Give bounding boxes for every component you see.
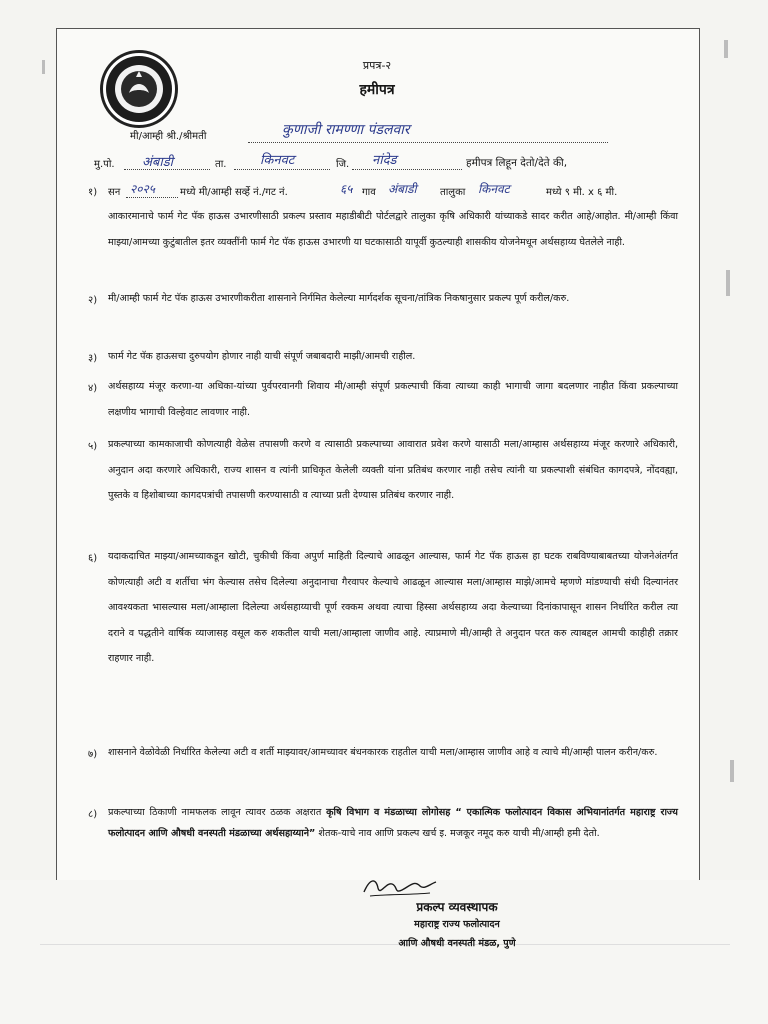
village-handwritten: अंबाडी <box>142 155 174 170</box>
name-blank-line <box>248 141 608 143</box>
item-8-text <box>108 802 678 844</box>
item-1-survey-label: मध्ये मी/आम्ही सर्व्हे नं./गट नं. <box>180 187 288 198</box>
signature-icon <box>360 874 440 900</box>
document-title: हमीपत्र <box>359 82 395 98</box>
item-5-number: ५) <box>88 441 98 452</box>
year-handwritten: २०२५ <box>130 182 155 196</box>
binding-mark <box>724 40 728 58</box>
binding-mark <box>730 760 734 782</box>
item-4-number: ४) <box>88 383 98 394</box>
item-2-text: मी/आम्ही फार्म गेट पॅक हाऊस उभारणीकरीता शासनाने निर्गमित केलेल्या मार्गदर्शक सूचना/तांत्रिक निकषानुसार प्रकल्प पूर्ण करील/करु. <box>108 293 570 304</box>
item-1-village-handwritten: अंबाडी <box>388 182 417 196</box>
item-5-text: प्रकल्पाच्या कामकाजाची कोणत्याही वेळेस तपासणी करणे व त्यासाठी प्रकल्पाच्या आवारात प्रवेश करणे यासाठी मला/आम्हास अर्थसहाय्य मंजूर करणारे अधिकारी, अनुदान अदा करणारे अधिकारी, राज्य शासन व त्यांनी प्राधिकृत केलेली व्यक्ती यांना प्रतिबंध करणार नाही तसेच त्यांनी या प्रकल्पाशी संबंधित कागदपत्रे, नोंदवह्या, पुस्तके व हिशोबाच्या कागदपत्रांची तपासणी करण्यासाठी व त्याच्या प्रती देण्यास प्रतिबंध करणार नाही. <box>108 439 678 502</box>
item-6-number: ६) <box>88 553 98 564</box>
item-1-text: आकारमानाचे फार्म गेट पॅक हाऊस उभारणीसाठी प्रकल्प प्रस्ताव महाडीबीटी पोर्टलद्वारे तालुका कृषि अधिकारी यांच्याकडे सादर करीत आहे/आहोत. मी/आम्ही किंवा माझ्या/आमच्या कुटुंबातील इतर व्यक्तींनी फार्म गेट पॅक हाऊस उभारणी या घटकासाठी यापूर्वी कुठल्याही शासकीय योजनेमधून अर्थसहाय्य घेतलेले नाही. <box>108 211 678 248</box>
item-7-number: ७) <box>88 749 98 760</box>
item-4-text: अर्थसहाय्य मंजूर करणा-या अधिका-यांच्या पुर्वपरवानगी शिवाय मी/आम्ही संपूर्ण प्रकल्पाची किंवा त्याच्या काही भागाची जागा बदलणार नाहीत किंवा प्रकल्पाच्या लक्षणीय भागाची विल्हेवाट लावणार नाही. <box>108 381 678 418</box>
item-8-number: ८) <box>88 809 98 820</box>
item-1-taluka-label: तालुका <box>440 187 466 198</box>
form-number-label: प्रपत्र-२ <box>362 59 392 72</box>
item-3-number: ३) <box>88 353 98 364</box>
item-1-year-label: सन <box>108 187 121 198</box>
district-handwritten: नांदेड <box>372 153 397 168</box>
signatory-title: प्रकल्प व्यवस्थापक <box>416 900 498 914</box>
item-8-bold-slogan: कृषि विभाग व मंडळाच्या लोगोसह “ एकात्मिक फलोत्पादन विकास अभियानांतर्गत महाराष्ट्र राज्य फलोत्पादन आणि औषधी वनस्पती मंडळाच्या अर्थसहाय्याने” <box>108 807 678 839</box>
taluka-blank-line <box>234 168 330 170</box>
item-1-taluka-handwritten: किनवट <box>478 182 510 196</box>
binding-mark <box>42 60 45 74</box>
signatory-org-line-1: महाराष्ट्र राज्य फलोत्पादन <box>414 919 500 930</box>
item-8-intro: प्रकल्पाच्या ठिकाणी नामफलक लावून त्यावर ठळक अक्षरात <box>108 807 322 818</box>
mu-po-label: मु.पो. <box>94 159 115 170</box>
item-8-closing: शेतक-याचे नाव आणि प्रकल्प खर्च इ. मजकूर नमूद करु याची मी/आम्ही हमी देतो. <box>318 828 600 839</box>
item-3-text: फार्म गेट पॅक हाऊसचा दुरुपयोग होणार नाही याची संपूर्ण जबाबदारी माझी/आमची राहील. <box>108 351 416 362</box>
district-blank-line <box>352 168 462 170</box>
item-1-size-text: मध्ये ९ मी. x ६ मी. <box>546 187 618 198</box>
item-6-text: यदाकदाचित माझ्या/आमच्याकडून खोटी, चुकीची किंवा अपुर्ण माहिती दिल्याचे आढळून आल्यास, फार्म गेट पॅक हाऊस हा घटक राबविण्याबाबतच्या योजनेअंतर्गत कोणत्याही अटी व शर्तीचा भंग केल्यास तसेच दिलेल्या अनुदानाचा गैरवापर केल्याचे आढळून आल्यास मला/आम्हास माझे/आमचे म्हणणे मांडण्याची संधी दिल्यानंतर आवश्यकता भासल्यास मला/आम्हाला दिलेल्या अर्थसहाय्याची पूर्ण रक्कम अथवा त्याचा हिस्सा अर्थसहाय्य अदा केल्याच्या दिनांकापासून शासन निर्धारित करील त्या दराने व पद्धतीने वार्षिक व्याजासह वसूल करु शकतील याची मला/आम्हाला जाणीव आहे. त्याप्रमाणे मी/आम्ही ते अनुदान परत करु त्याबद्दल आमची काहीही तक्रार राहणार नाही. <box>108 551 678 665</box>
taluka-handwritten: किनवट <box>260 153 295 168</box>
declaration-intro: हमीपत्र लिहून देतो/देते की, <box>466 157 568 169</box>
signatory-org-line-2: आणि औषधी वनस्पती मंडळ, पुणे <box>398 938 516 949</box>
taluka-label: ता. <box>215 159 227 170</box>
binding-mark <box>726 270 730 296</box>
applicant-name-handwritten: कुणाजी रामण्णा पंडलवार <box>282 122 410 138</box>
item-2-number: २) <box>88 295 98 306</box>
item-7-text: शासनाने वेळोवेळी निर्धारित केलेल्या अटी व शर्ती माझ्यावर/आमच्यावर बंधनकारक राहतील याची मला/आम्हास जाणीव आहे व त्याचे मी/आम्ही पालन करीन/करु. <box>108 747 658 758</box>
gat-number-handwritten: ६५ <box>340 182 353 196</box>
item-1-village-label: गाव <box>362 187 376 198</box>
item-1-number: १) <box>88 187 98 198</box>
district-label: जि. <box>336 159 350 170</box>
applicant-prefix: मी/आम्ही श्री./श्रीमती <box>130 131 207 142</box>
